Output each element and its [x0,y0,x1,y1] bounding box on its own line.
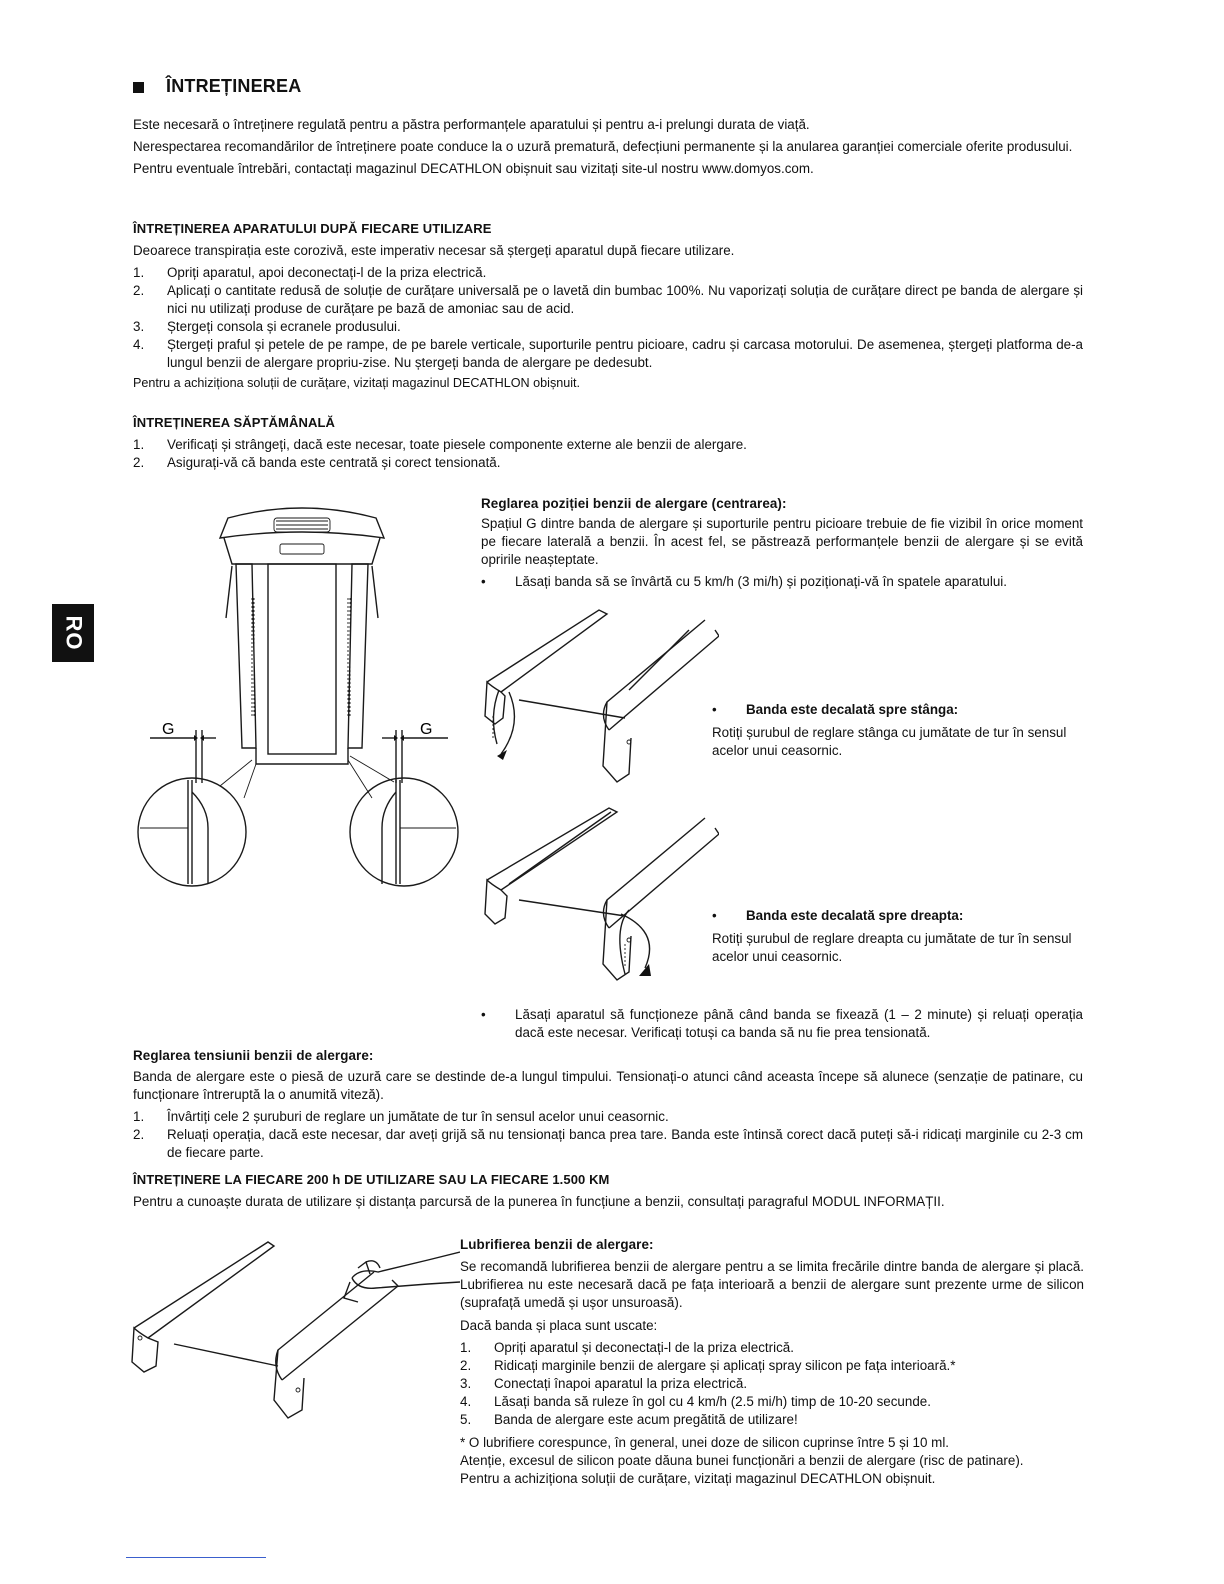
shift-right-list [712,907,1084,925]
after-use-lead: Deoarece transpirația este corozivă, este imperativ necesar să ștergeți aparatul după fiecare utilizare. [133,243,735,258]
list-item: • Banda este decalată spre stânga: [712,702,959,717]
km-heading: ÎNTREȚINERE LA FIECARE 200 h DE UTILIZARE SAU LA FIECARE 1.500 KM [133,1172,610,1187]
list-item: 2. Aplicați o cantitate redusă de soluție de curățare universală pe o lavetă din bumbac 100%. Nu vaporizați soluția de curățare direct pe banda de alergare și nici nu utilizați produse de curățare pe bază de amoniac sau de acid. [133,283,1083,316]
lube-steps [460,1339,1084,1429]
shift-right-text: Rotiți șurubul de reglare dreapta cu jumătate de tur în sensul acelor unui ceasornic. [712,931,1072,964]
list-item: 2. Asigurați-vă că banda este centrată și corect tensionată. [133,455,501,470]
centering-heading: Reglarea poziției benzii de alergare (centrarea): [481,496,787,511]
tension-section [133,1048,1083,1162]
after-use-steps [133,264,1083,372]
after-use-section [133,221,1083,392]
belt-shifted-left-instruction [712,701,1084,760]
lube-footnote: * O lubrifiere corespunce, în general, unei doze de silicon cuprinse între 5 și 10 ml. [460,1435,950,1450]
list-item: 4. Lăsați banda să ruleze în gol cu 4 km/h (2.5 mi/h) timp de 10-20 secunde. [460,1394,931,1409]
language-code: RO [61,615,86,651]
list-item: 1. Opriți aparatul, apoi deconectați-l de la priza electrică. [133,265,487,280]
intro-section [133,116,1083,178]
shift-left-text: Rotiți șurubul de reglare stânga cu jumătate de tur în sensul acelor unui ceasornic. [712,725,1067,758]
list-item: 3. Ștergeți consola și ecranele produsului. [133,319,401,334]
km-text: Pentru a cunoaște durata de utilizare și distanța parcursă de la punerea în funcțiune a benzii, consultați paragraful MODUL INFORMAȚII. [133,1194,945,1209]
list-item: 1. Verificați și strângeți, dacă este necesar, toate piesele componente externe ale benzii de alergare. [133,437,747,452]
gap-label-right: G [420,721,433,738]
page-title: ÎNTREȚINEREA [166,76,302,96]
language-tab [52,604,94,662]
title-bullet-square [133,82,144,93]
gap-label-left: G [162,721,175,738]
list-item: • Lăsați aparatul să funcționeze până când banda se fixează (1 – 2 minute) și reluați operația dacă este necesar. Verificați totuși ca banda să nu fie prea tensionată. [481,1007,1083,1040]
belt-shifted-left-illustration [479,606,719,786]
centering-section [481,496,1083,591]
list-item: • Lăsați banda să se învârtă cu 5 km/h (3 mi/h) și poziționați-vă în spatele aparatului. [481,574,1007,589]
weekly-heading: ÎNTREȚINEREA SĂPTĂMÂNALĂ [133,415,335,430]
centering-text: Spațiul G dintre banda de alergare și suporturile pentru picioare trebuie de fie vizibil în orice moment pe fiecare laterală a benzii. În acest fel, se păstrează performanțele benzii de alergare și se evită opririle neașteptate. [481,516,1083,567]
centering-bullets-2 [481,1006,1083,1042]
tension-steps [133,1108,1083,1162]
belt-shifted-right-instruction [712,907,1084,966]
lube-warning: Atenție, excesul de silicon poate dăuna bunei funcționări a benzii de alergare (risc de patinare). [460,1453,1024,1468]
after-use-note: Pentru a achiziționa soluții de curățare, vizitați magazinul DECATHLON obișnuit. [133,376,581,390]
shift-left-list [712,701,1084,719]
lube-section [460,1237,1084,1488]
list-item: 3. Conectați înapoi aparatul la priza electrică. [460,1376,748,1391]
centering-bullet-2 [481,1006,1083,1042]
list-item: 1. Opriți aparatul și deconectați-l de la priza electrică. [460,1340,794,1355]
intro-paragraph: Nerespectarea recomandărilor de întreținere poate conduce la o uzură prematură, defecțiuni permanente și la anularea garanției comerciale oferite produsului. [133,139,1073,154]
list-item: 5. Banda de alergare este acum pregătită de utilizare! [460,1412,798,1427]
list-item: 4. Ștergeți praful și petele de pe rampe, de pe barele verticale, suporturile pentru picioare, cadru și carcasa motorului. De asemenea, ștergeți platforma de-a lungul benzii de alergare propriu-zise. Nu ștergeți banda de alergare pe dedesubt. [133,337,1083,370]
intro-paragraph: Pentru eventuale întrebări, contactați magazinul DECATHLON obișnuit sau vizitați site-ul nostru www.domyos.com. [133,161,814,176]
after-use-heading: ÎNTREȚINEREA APARATULUI DUPĂ FIECARE UTILIZARE [133,221,492,236]
list-item: 2. Ridicați marginile benzii de alergare și aplicați spray silicon pe fața interioară.* [460,1358,956,1373]
tension-text: Banda de alergare este o piesă de uzură care se destinde de-a lungul timpului. Tensionați-o atunci când aceasta începe să alunece (senzație de patinare, cu funcționare întreruptă la o anumită viteză). [133,1069,1083,1102]
list-item: 1. Învârtiți cele 2 șuruburi de reglare un jumătate de tur în sensul acelor unui ceasornic. [133,1109,669,1124]
belt-shifted-right-illustration [479,804,719,984]
weekly-steps [133,436,1083,472]
centering-bullets [481,573,1083,591]
lube-text: Se recomandă lubrifierea benzii de alergare pentru a se limita frecările dintre banda de alergare și placă. Lubrifierea nu este necesară dacă pe fața interioară a benzii de alergare sunt prezente urme de silicon (suprafață umedă și ușor unsuroasă). [460,1259,1084,1310]
treadmill-front-view-illustration [132,498,467,890]
tension-heading: Reglarea tensiunii benzii de alergare: [133,1048,374,1063]
lube-lead: Dacă banda și placa sunt uscate: [460,1318,658,1333]
lubrication-illustration [128,1232,460,1422]
km-section [133,1172,1083,1211]
list-item: • Banda este decalată spre dreapta: [712,908,964,923]
weekly-section [133,415,1083,472]
lube-heading: Lubrifierea benzii de alergare: [460,1237,654,1252]
list-item: 2. Reluați operația, dacă este necesar, dar aveți grijă să nu tensionați banca prea tare. Banda este întinsă corect dacă puteți să-i ridicați marginile cu 2-3 cm de fiecare parte. [133,1127,1083,1160]
lube-note: Pentru a achiziționa soluții de curățare, vizitați magazinul DECATHLON obișnuit. [460,1471,936,1486]
footer-divider [126,1557,266,1558]
intro-paragraph: Este necesară o întreținere regulată pentru a păstra performanțele aparatului și pentru a-i prelungi durata de viață. [133,117,810,132]
